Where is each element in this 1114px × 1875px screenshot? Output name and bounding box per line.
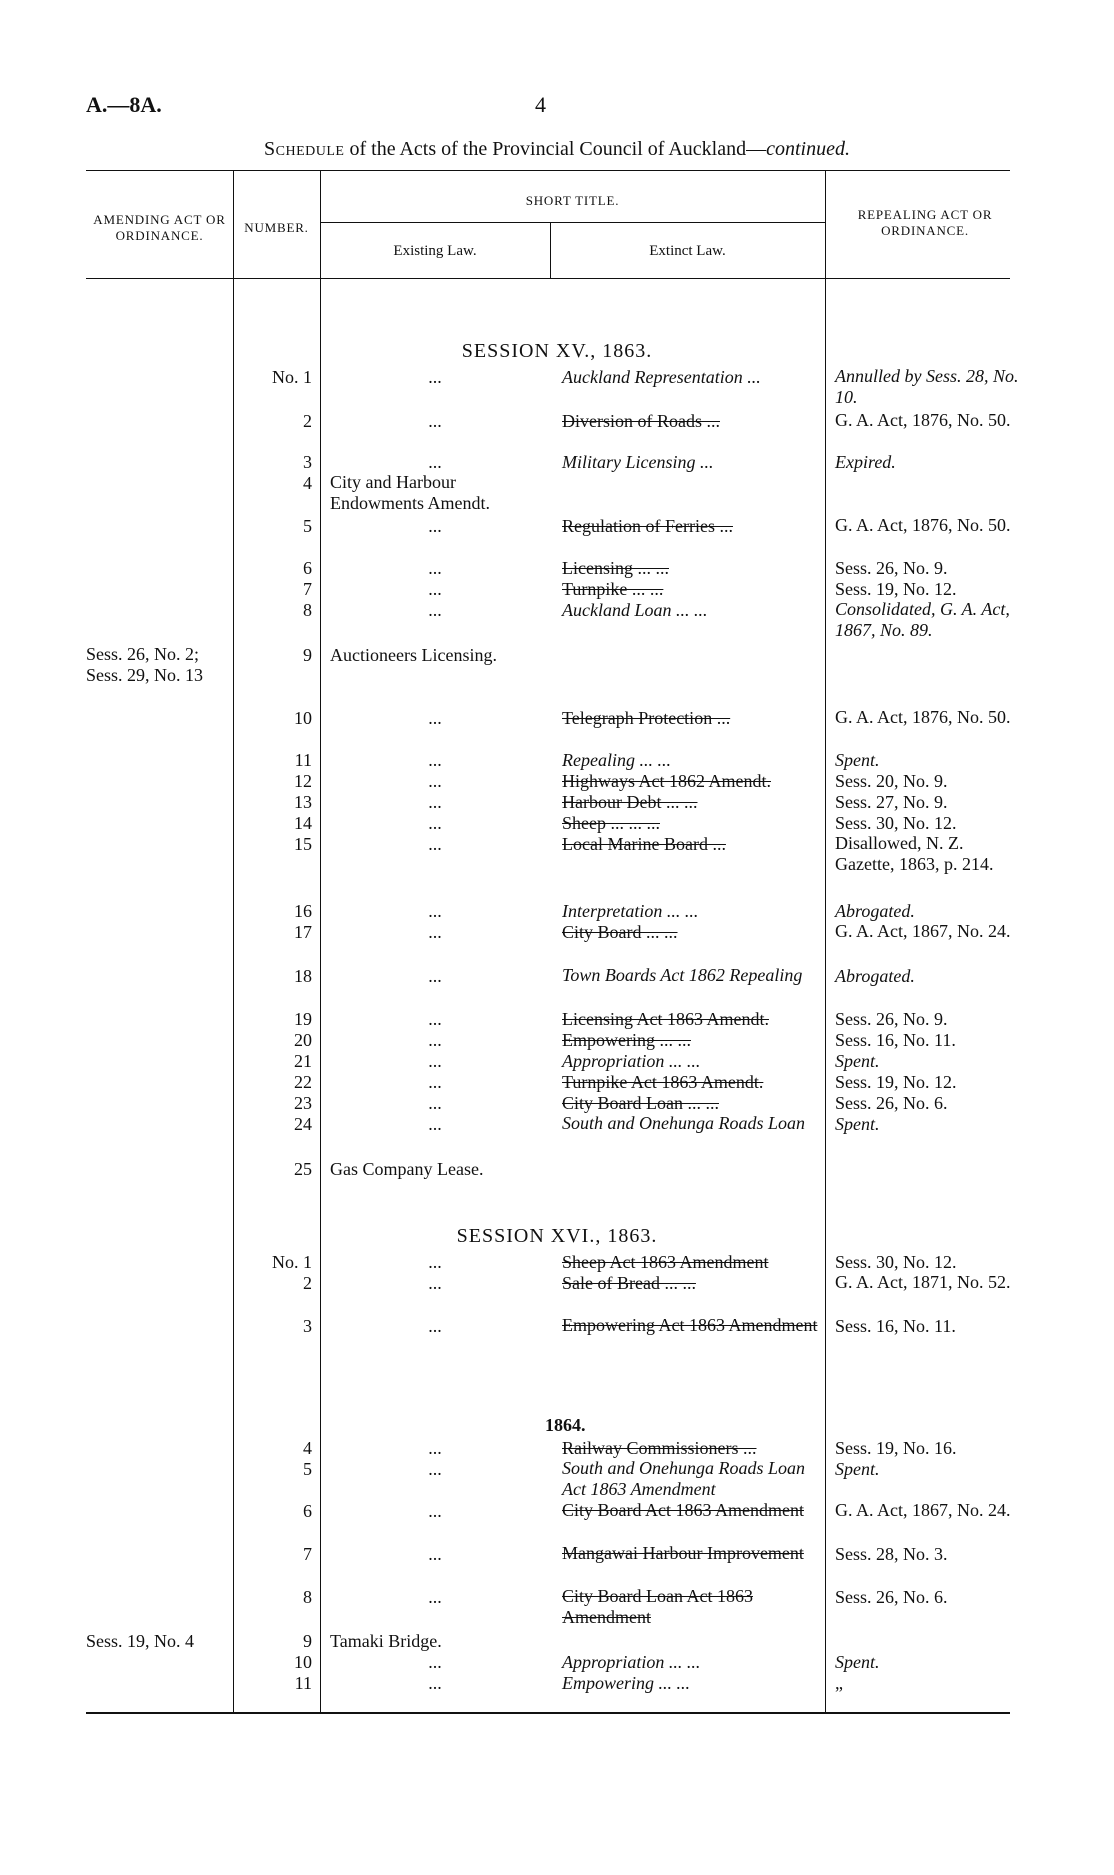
extinct-law: Repealing ... ...: [562, 750, 671, 770]
repealing-act: Sess. 19, No. 12.: [835, 1072, 957, 1092]
existing-law: ...: [428, 1051, 442, 1071]
existing-law: ...: [428, 600, 442, 620]
table-row: [0, 1500, 1114, 1522]
col-header-extinct: Extinct Law.: [649, 243, 726, 259]
table-row: [0, 1272, 1114, 1294]
table-row: [0, 965, 1114, 987]
repealing-act: G. A. Act, 1876, No. 50.: [835, 515, 1011, 535]
existing-law: ...: [428, 1072, 442, 1092]
existing-law: Tamaki Bridge.: [330, 1631, 442, 1651]
existing-law: ...: [428, 1316, 442, 1336]
act-number: 5: [303, 516, 312, 536]
col-header-short-title: SHORT TITLE.: [525, 193, 620, 208]
table-row: [0, 1251, 1114, 1273]
table-row: [0, 1437, 1114, 1459]
table-row: [0, 599, 1114, 640]
existing-law: ...: [428, 708, 442, 728]
extinct-law: Sale of Bread ... ...: [562, 1273, 696, 1293]
existing-law: ...: [428, 1501, 442, 1521]
repealing-act: Abrogated.: [835, 966, 915, 986]
table-row: [0, 472, 1114, 513]
repealing-act: G. A. Act, 1876, No. 50.: [835, 410, 1011, 430]
act-number: 4: [303, 473, 312, 493]
existing-law: ...: [428, 1273, 442, 1293]
repealing-act: Spent.: [835, 1652, 880, 1672]
extinct-law: Military Licensing ...: [562, 452, 714, 472]
act-number: 7: [303, 1544, 312, 1564]
table-row: [0, 1092, 1114, 1114]
table-row: [0, 451, 1114, 473]
table-row: [0, 366, 1114, 407]
repealing-act: G. A. Act, 1867, No. 24.: [835, 1500, 1011, 1520]
table-row: [0, 900, 1114, 922]
act-number: 9: [303, 1631, 312, 1651]
repealing-act: Spent.: [835, 1459, 880, 1479]
extinct-law: City Board ... ...: [562, 922, 678, 942]
repealing-act: Disallowed, N. Z. Gazette, 1863, p. 214.: [835, 833, 994, 874]
act-number: 8: [303, 1587, 312, 1607]
act-number: 8: [303, 600, 312, 620]
act-number: 19: [294, 1009, 312, 1029]
extinct-law: South and Onehunga Roads Loan: [562, 1113, 805, 1133]
existing-law: Gas Company Lease.: [330, 1159, 484, 1179]
header-bottom-rule: [86, 278, 1010, 279]
repealing-act: Spent.: [835, 1051, 880, 1071]
extinct-law: Empowering ... ...: [562, 1673, 690, 1693]
repealing-act: Sess. 26, No. 6.: [835, 1587, 948, 1607]
existing-law: ...: [428, 792, 442, 812]
repealing-act: Spent.: [835, 1114, 880, 1134]
repealing-act: Spent.: [835, 750, 880, 770]
repealing-act: „: [835, 1673, 843, 1693]
repealing-act: Sess. 16, No. 11.: [835, 1030, 956, 1050]
table-row: [0, 1029, 1114, 1051]
act-number: 6: [303, 1501, 312, 1521]
table-row: [0, 1543, 1114, 1565]
table-top-rule: [86, 170, 1010, 171]
repealing-act: Sess. 26, No. 6.: [835, 1093, 948, 1113]
extinct-law: Turnpike ... ...: [562, 579, 664, 599]
act-number: 6: [303, 558, 312, 578]
act-number: 16: [294, 901, 312, 921]
extinct-law: Railway Commissioners ...: [562, 1438, 757, 1458]
extinct-law: South and Onehunga Roads Loan Act 1863 Amendment: [562, 1458, 805, 1499]
extinct-law: Turnpike Act 1863 Amendt.: [562, 1072, 764, 1092]
page-title: [0, 138, 1114, 161]
extinct-law: Town Boards Act 1862 Repealing: [562, 965, 803, 985]
extinct-law: Regulation of Ferries ...: [562, 516, 733, 536]
extinct-law: City Board Loan Act 1863 Amendment: [562, 1586, 753, 1627]
existing-law: ...: [428, 579, 442, 599]
existing-law: ...: [428, 750, 442, 770]
existing-law: ...: [428, 1009, 442, 1029]
session-heading-xv: SESSION XV., 1863.: [461, 340, 653, 362]
extinct-law: Interpretation ... ...: [562, 901, 699, 921]
repealing-act: Sess. 26, No. 9.: [835, 558, 948, 578]
table-row: [0, 921, 1114, 943]
table-row: [0, 1672, 1114, 1694]
existing-law: ...: [428, 1252, 442, 1272]
repealing-act: Sess. 20, No. 9.: [835, 771, 948, 791]
extinct-law: Auckland Representation ...: [562, 367, 761, 387]
act-number: 11: [294, 1673, 312, 1693]
repealing-act: Sess. 30, No. 12.: [835, 813, 957, 833]
session-heading-xvi: SESSION XVI., 1863.: [456, 1225, 658, 1247]
act-number: 7: [303, 579, 312, 599]
act-number: 10: [294, 1652, 312, 1672]
existing-law: ...: [428, 922, 442, 942]
extinct-law: Diversion of Roads ...: [562, 411, 720, 431]
col-header-existing: Existing Law.: [393, 243, 477, 259]
act-number: 2: [303, 411, 312, 431]
repealing-act: Abrogated.: [835, 901, 915, 921]
act-number: 5: [303, 1459, 312, 1479]
table-row: [0, 1458, 1114, 1499]
extinct-law: Telegraph Protection ...: [562, 708, 731, 728]
title-smallcaps: Schedule: [264, 138, 345, 160]
table-row: [0, 707, 1114, 729]
table-row: [0, 1315, 1114, 1337]
act-number: 3: [303, 452, 312, 472]
extinct-law: Harbour Debt ... ...: [562, 792, 698, 812]
extinct-law: Appropriation ... ...: [562, 1051, 701, 1071]
table-row: [0, 812, 1114, 834]
act-number: No. 1: [272, 1252, 312, 1272]
act-number: 4: [303, 1438, 312, 1458]
table-row: [0, 1586, 1114, 1627]
repealing-act: Sess. 28, No. 3.: [835, 1544, 948, 1564]
repealing-act: G. A. Act, 1867, No. 24.: [835, 921, 1011, 941]
act-number: 2: [303, 1273, 312, 1293]
repealing-act: Consolidated, G. A. Act, 1867, No. 89.: [835, 599, 1010, 640]
act-number: 24: [294, 1114, 312, 1134]
act-number: 3: [303, 1316, 312, 1336]
act-number: 11: [294, 750, 312, 770]
table-row: [0, 410, 1114, 432]
year-heading-1864: 1864.: [545, 1415, 586, 1435]
table-row: [0, 1630, 1114, 1652]
table-row: [0, 791, 1114, 813]
existing-law: ...: [428, 1673, 442, 1693]
existing-law: City and Harbour Endowments Amendt.: [330, 472, 490, 513]
extinct-law: Appropriation ... ...: [562, 1652, 701, 1672]
amending-act: Sess. 26, No. 2; Sess. 29, No. 13: [86, 644, 204, 685]
act-number: 14: [294, 813, 312, 833]
extinct-law: City Board Loan ... ...: [562, 1093, 719, 1113]
table-row: [0, 1071, 1114, 1093]
existing-law: ...: [428, 1114, 442, 1134]
act-number: 10: [294, 708, 312, 728]
table-bottom-rule: [86, 1712, 1010, 1714]
document-reference: A.—8A.: [86, 92, 162, 117]
table-row: [0, 578, 1114, 600]
act-number: 12: [294, 771, 312, 791]
existing-law: ...: [428, 771, 442, 791]
table-row: [0, 557, 1114, 579]
repealing-act: G. A. Act, 1871, No. 52.: [835, 1272, 1011, 1292]
existing-law: ...: [428, 1544, 442, 1564]
amending-act: Sess. 19, No. 4: [86, 1631, 195, 1651]
repealing-act: Sess. 19, No. 12.: [835, 579, 957, 599]
act-number: 18: [294, 966, 312, 986]
table-row: [0, 644, 1114, 685]
page-number: 4: [535, 92, 546, 117]
extinct-law: Licensing Act 1863 Amendt.: [562, 1009, 769, 1029]
table-row: [0, 1158, 1114, 1180]
existing-law: ...: [428, 1652, 442, 1672]
existing-law: ...: [428, 901, 442, 921]
existing-law: ...: [428, 1030, 442, 1050]
existing-law: ...: [428, 516, 442, 536]
repealing-act: Expired.: [835, 452, 896, 472]
col-header-repealing: REPEALING ACT OR ORDINANCE.: [857, 207, 993, 238]
act-number: 23: [294, 1093, 312, 1113]
col-header-number: NUMBER.: [244, 220, 309, 235]
existing-law: ...: [428, 813, 442, 833]
act-number: 13: [294, 792, 312, 812]
existing-law: ...: [428, 367, 442, 387]
repealing-act: G. A. Act, 1876, No. 50.: [835, 707, 1011, 727]
existing-law: Auctioneers Licensing.: [330, 645, 497, 665]
extinct-law: Licensing ... ...: [562, 558, 669, 578]
act-number: No. 1: [272, 367, 312, 387]
extinct-law: Empowering ... ...: [562, 1030, 691, 1050]
existing-law: ...: [428, 1587, 442, 1607]
act-number: 20: [294, 1030, 312, 1050]
extinct-law: Sheep Act 1863 Amendment: [562, 1252, 769, 1272]
extinct-law: Mangawai Harbour Improvement: [562, 1543, 804, 1563]
table-row: [0, 1008, 1114, 1030]
existing-law: ...: [428, 1459, 442, 1479]
repealing-act: Sess. 27, No. 9.: [835, 792, 948, 812]
table-row: [0, 1113, 1114, 1135]
table-row: [0, 1050, 1114, 1072]
table-row: [0, 833, 1114, 874]
table-row: [0, 770, 1114, 792]
repealing-act: Sess. 30, No. 12.: [835, 1252, 957, 1272]
existing-law: ...: [428, 834, 442, 854]
repealing-act: Annulled by Sess. 28, No. 10.: [835, 366, 1019, 407]
extinct-law: Sheep ... ... ...: [562, 813, 660, 833]
extinct-law: Auckland Loan ... ...: [562, 600, 708, 620]
extinct-law: Highways Act 1862 Amendt.: [562, 771, 771, 791]
act-number: 17: [294, 922, 312, 942]
extinct-law: Local Marine Board ...: [562, 834, 726, 854]
act-number: 22: [294, 1072, 312, 1092]
act-number: 21: [294, 1051, 312, 1071]
repealing-act: Sess. 26, No. 9.: [835, 1009, 948, 1029]
extinct-law: Empowering Act 1863 Amendment: [562, 1315, 818, 1335]
act-number: 15: [294, 834, 312, 854]
table-row: [0, 515, 1114, 537]
table-row: [0, 749, 1114, 771]
title-continued: continued.: [766, 138, 850, 160]
existing-law: ...: [428, 966, 442, 986]
existing-law: ...: [428, 1438, 442, 1458]
repealing-act: Sess. 19, No. 16.: [835, 1438, 957, 1458]
existing-law: ...: [428, 452, 442, 472]
repealing-act: Sess. 16, No. 11.: [835, 1316, 956, 1336]
act-number: 9: [303, 645, 312, 665]
table-row: [0, 1651, 1114, 1673]
existing-law: ...: [428, 558, 442, 578]
existing-law: ...: [428, 411, 442, 431]
existing-law: ...: [428, 1093, 442, 1113]
extinct-law: City Board Act 1863 Amendment: [562, 1500, 804, 1520]
act-number: 25: [294, 1159, 312, 1179]
title-main: of the Acts of the Provincial Council of Auckland—: [344, 138, 767, 160]
col-header-amending: AMENDING ACT OR ORDINANCE.: [93, 212, 226, 243]
short-title-rule: [320, 222, 825, 223]
